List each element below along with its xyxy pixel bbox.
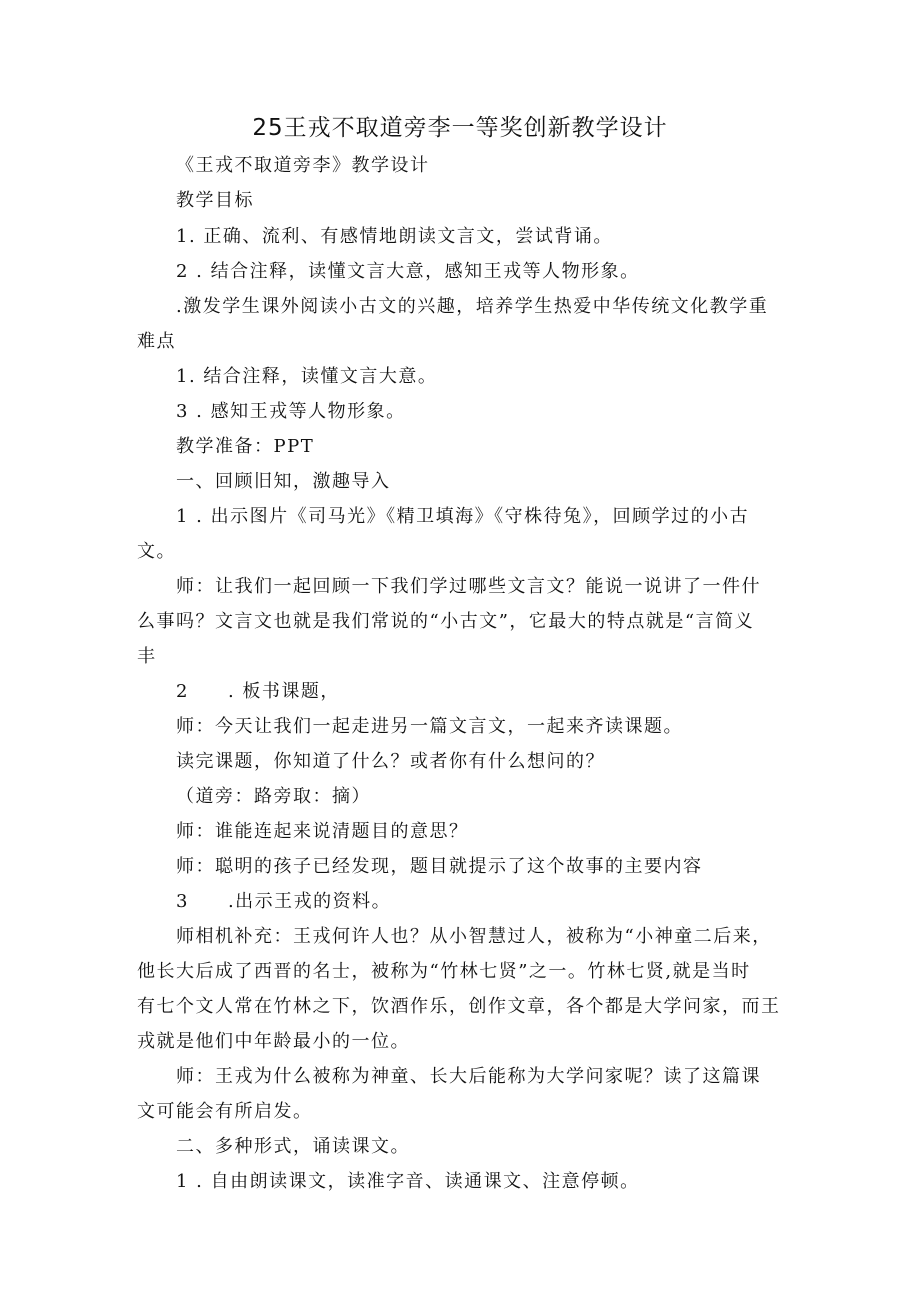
paragraph-line: 戎就是他们中年龄最小的一位。 bbox=[137, 1031, 410, 1052]
paragraph-line: 难点 bbox=[137, 331, 176, 352]
paragraph-line: 1. 结合注释，读懂文言大意。 bbox=[176, 366, 438, 387]
paragraph-line: 文可能会有所启发。 bbox=[137, 1101, 313, 1122]
paragraph-line: 2 . 板书课题， bbox=[176, 681, 340, 702]
paragraph-line: 教学准备：PPT bbox=[176, 436, 315, 457]
paragraph-line: 师相机补充：王戎何许人也？从小智慧过人，被称为“小神童二后来， bbox=[176, 926, 772, 947]
paragraph-line: .激发学生课外阅读小古文的兴趣，培养学生热爱中华传统文化教学重 bbox=[176, 296, 769, 317]
paragraph-line: 文。 bbox=[137, 541, 176, 562]
paragraph-line: 师：聪明的孩子已经发现，题目就提示了这个故事的主要内容 bbox=[176, 856, 703, 877]
paragraph-line: 他长大后成了西晋的名士，被称为“竹林七贤”之一。竹林七贤,就是当时 bbox=[137, 961, 751, 982]
paragraph-line: 2 . 结合注释，读懂文言大意，感知王戎等人物形象。 bbox=[176, 261, 640, 282]
paragraph-line: 丰 bbox=[137, 646, 157, 667]
paragraph-line: 读完课题，你知道了什么？或者你有什么想问的？ bbox=[176, 751, 605, 772]
document-title: 25王戎不取道旁李一等奖创新教学设计 bbox=[252, 115, 668, 141]
paragraph-line: 师：谁能连起来说清题目的意思？ bbox=[176, 821, 469, 842]
paragraph-line: 3 . 感知王戎等人物形象。 bbox=[176, 401, 406, 422]
paragraph-line: 师：今天让我们一起走进另一篇文言文，一起来齐读课题。 bbox=[176, 716, 683, 737]
paragraph-line: 3 .出示王戎的资料。 bbox=[176, 891, 392, 912]
section-heading: 教学目标 bbox=[176, 190, 254, 211]
paragraph-line: 1 . 自由朗读课文，读准字音、读通课文、注意停顿。 bbox=[176, 1171, 640, 1192]
paragraph-line: 有七个文人常在竹林之下，饮酒作乐，创作文章，各个都是大学问家，而王 bbox=[137, 996, 781, 1017]
section-heading: 一、回顾旧知，激趣导入 bbox=[176, 471, 391, 492]
paragraph-line: 1 . 出示图片《司马光》《精卫填海》《守株待兔》，回顾学过的小古 bbox=[176, 506, 750, 527]
paragraph-line: 师：王戎为什么被称为神童、长大后能称为大学问家呢？读了这篇课 bbox=[176, 1066, 761, 1087]
paragraph-line: 1. 正确、流利、有感情地朗读文言文，尝试背诵。 bbox=[176, 226, 613, 247]
subtitle-line: 《王戎不取道旁李》教学设计 bbox=[176, 155, 430, 176]
paragraph-line: 么事吗？文言文也就是我们常说的“小古文”，它最大的特点就是“言简义 bbox=[137, 611, 755, 632]
section-heading: 二、多种形式，诵读课文。 bbox=[176, 1136, 410, 1157]
paragraph-line: （道旁：路旁取：摘） bbox=[176, 786, 371, 807]
paragraph-line: 师：让我们一起回顾一下我们学过哪些文言文？能说一说讲了一件什 bbox=[176, 576, 761, 597]
